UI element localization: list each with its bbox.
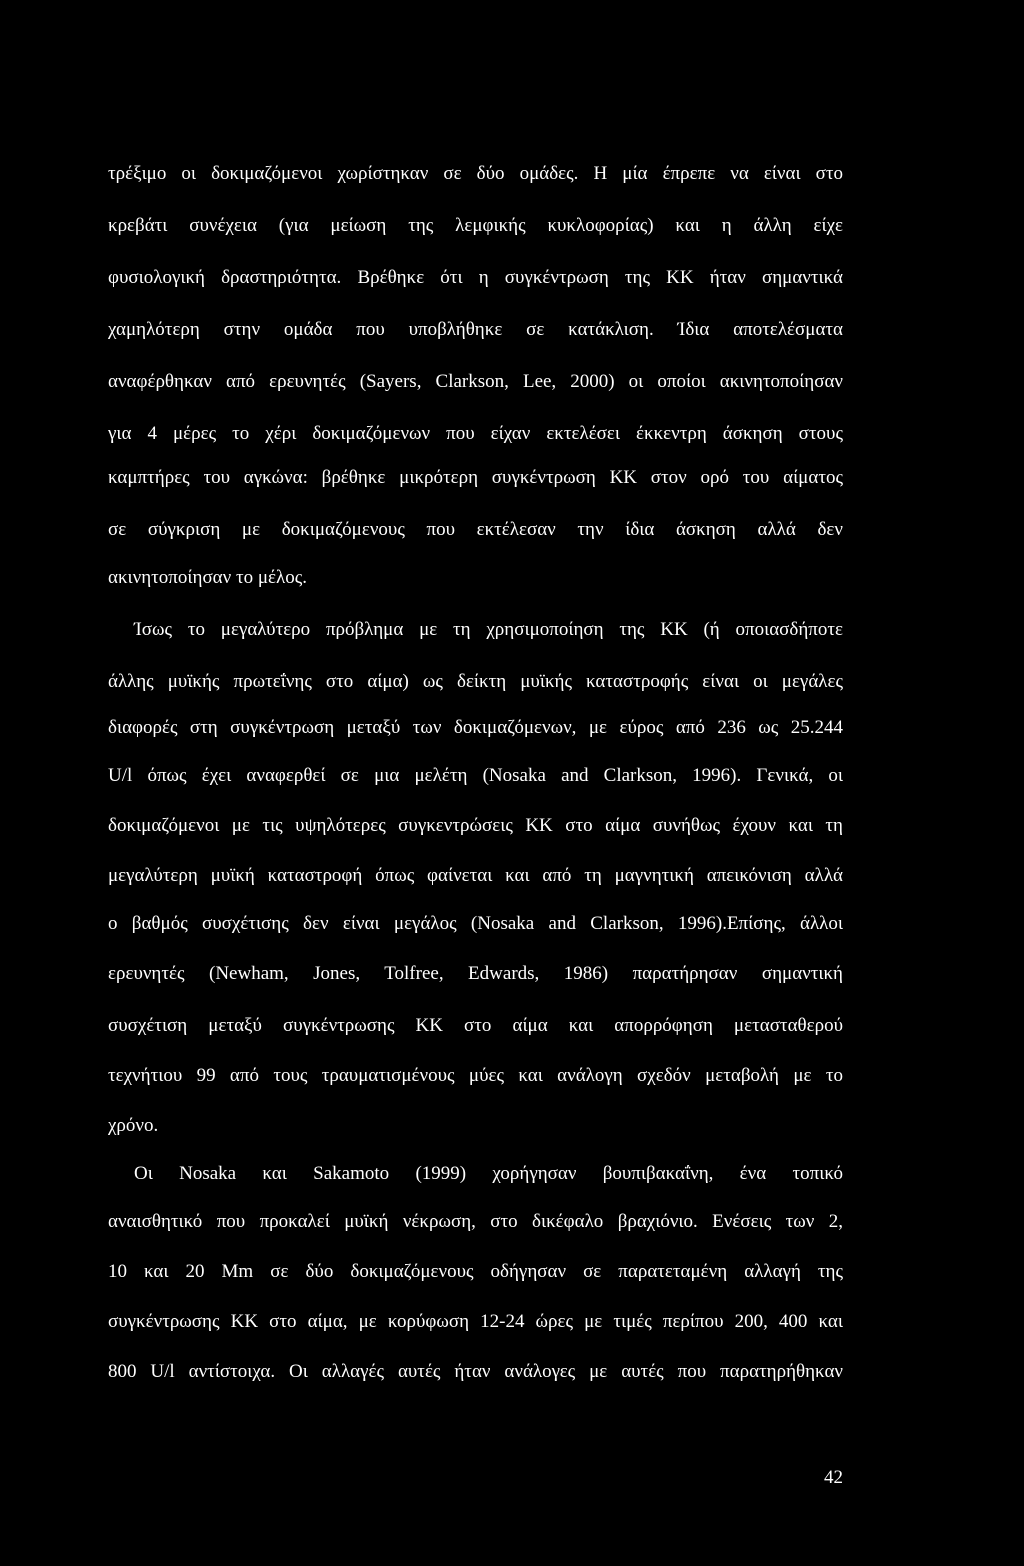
page-number: 42: [824, 1467, 843, 1488]
text-line: 10 και 20 Mm σε δύο δοκιμαζόμενους οδήγησαν σε παρατεταμένη αλλαγή της: [108, 1261, 843, 1282]
text-line: ακινητοποίησαν το μέλος.: [108, 567, 308, 588]
text-line: Ίσως το μεγαλύτερο πρόβλημα με τη χρησιμοποίηση της ΚΚ (ή οποιασδήποτε: [134, 619, 843, 640]
text-line: κρεβάτι συνέχεια (για μείωση της λεμφικής κυκλοφορίας) και η άλλη είχε: [108, 215, 843, 236]
text-line: συγκέντρωσης ΚΚ στο αίμα, με κορύφωση 12-24 ώρες με τιμές περίπου 200, 400 και: [108, 1311, 843, 1332]
text-line: Οι Nosaka και Sakamoto (1999) χορήγησαν βουπιβακαΐνη, ένα τοπικό: [134, 1163, 843, 1184]
text-line: σε σύγκριση με δοκιμαζόμενους που εκτέλεσαν την ίδια άσκηση αλλά δεν: [108, 519, 843, 540]
text-line: χρόνο.: [108, 1115, 159, 1136]
text-line: τρέξιμο οι δοκιμαζόμενοι χωρίστηκαν σε δύο ομάδες. Η μία έπρεπε να είναι στο: [108, 163, 843, 184]
text-line: τεχνήτιου 99 από τους τραυματισμένους μύες και ανάλογη σχεδόν μεταβολή με το: [108, 1065, 843, 1086]
text-line: συσχέτιση μεταξύ συγκέντρωσης ΚΚ στο αίμα και απορρόφηση μετασταθερού: [108, 1015, 843, 1036]
text-line: μεγαλύτερη μυϊκή καταστροφή όπως φαίνεται και από τη μαγνητική απεικόνιση αλλά: [108, 865, 843, 886]
text-line: ερευνητές (Newham, Jones, Tolfree, Edwards, 1986) παρατήρησαν σημαντική: [108, 963, 843, 984]
text-line: φυσιολογική δραστηριότητα. Βρέθηκε ότι η συγκέντρωση της ΚΚ ήταν σημαντικά: [108, 267, 843, 288]
text-line: χαμηλότερη στην ομάδα που υποβλήθηκε σε κατάκλιση. Ίδια αποτελέσματα: [108, 319, 843, 340]
text-line: 800 U/l αντίστοιχα. Οι αλλαγές αυτές ήταν ανάλογες με αυτές που παρατηρήθηκαν: [108, 1361, 843, 1382]
text-line: διαφορές στη συγκέντρωση μεταξύ των δοκιμαζόμενων, με εύρος από 236 ως 25.244: [108, 717, 843, 738]
text-line: άλλης μυϊκής πρωτεΐνης στο αίμα) ως δείκτη μυϊκής καταστροφής είναι οι μεγάλες: [108, 671, 843, 692]
text-line: καμπτήρες του αγκώνα: βρέθηκε μικρότερη συγκέντρωση ΚΚ στον ορό του αίματος: [108, 467, 843, 488]
text-line: για 4 μέρες το χέρι δοκιμαζόμενων που είχαν εκτελέσει έκκεντρη άσκηση στους: [108, 423, 843, 444]
text-line: U/l όπως έχει αναφερθεί σε μια μελέτη (Nosaka and Clarkson, 1996). Γενικά, οι: [108, 765, 843, 786]
text-line: αναφέρθηκαν από ερευνητές (Sayers, Clarkson, Lee, 2000) οι οποίοι ακινητοποίησαν: [108, 371, 843, 392]
text-line: ο βαθμός συσχέτισης δεν είναι μεγάλος (Nosaka and Clarkson, 1996).Επίσης, άλλοι: [108, 913, 843, 934]
text-line: δοκιμαζόμενοι με τις υψηλότερες συγκεντρώσεις ΚΚ στο αίμα συνήθως έχουν και τη: [108, 815, 843, 836]
text-line: αναισθητικό που προκαλεί μυϊκή νέκρωση, στο δικέφαλο βραχιόνιο. Ενέσεις των 2,: [108, 1211, 843, 1232]
